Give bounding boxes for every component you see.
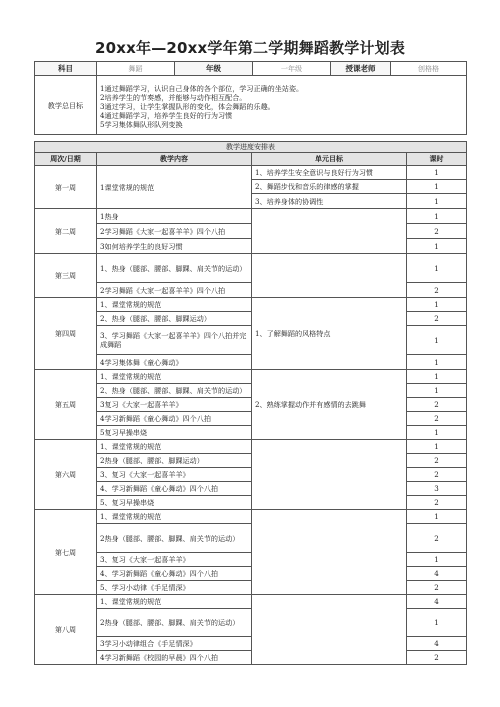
lesson-hours: 1 [407,239,467,254]
unit-goal [252,510,407,595]
lesson-hours: 2 [407,412,467,426]
grade-value: 一年级 [253,62,331,76]
lesson-hours: 1 [407,194,467,209]
week-cell: 第二周 [35,209,97,254]
week-cell: 第一周 [35,166,97,209]
table-row [35,209,467,224]
lesson-hours: 4 [407,595,467,609]
lesson-hours: 1 [407,355,467,370]
lesson-content: 4学习新舞蹈《童心舞动》四个八拍 [97,412,252,426]
unit-goal: 2、舞蹈步伐和音乐的律感的掌握 [252,180,407,194]
table-row [35,166,467,180]
goal-item: 1通过舞蹈学习，认识自己身体的各个部位，学习正确的坐站姿。 [100,83,304,93]
lesson-content: 5、复习早操串烧 [97,496,252,510]
lesson-hours: 4 [407,637,467,651]
lesson-hours: 1 [407,510,467,524]
col-unit: 单元目标 [252,153,407,166]
lesson-hours: 2 [407,468,467,482]
lesson-content: 3如何培养学生的良好习惯 [97,239,252,254]
table-row [35,298,467,312]
lesson-hours: 1 [407,426,467,440]
unit-goal [252,209,407,254]
lesson-hours: 1 [407,326,467,355]
lesson-content: 3、复习《大家一起喜羊羊》 [97,468,252,482]
lesson-content: 1、课堂常规的规范 [97,370,252,384]
lesson-content: 5复习早操串烧 [97,426,252,440]
schedule-table [34,141,467,665]
lesson-content: 1课堂常规的规范 [97,166,252,209]
lesson-content: 1、课堂常规的规范 [97,298,252,312]
week-cell: 第八周 [35,595,97,665]
goal-item: 5学习集体舞队形队列变换 [100,119,183,129]
lesson-content: 5、学习小动律《手足情深》 [97,581,252,595]
table-row [35,254,467,283]
lesson-content: 2热身（腿部、腰部、脚踝、肩关节的运动） [97,609,252,637]
goal-item: 3通过学习，让学生掌握队形的变化，体会舞蹈的乐趣。 [100,101,275,111]
lesson-hours: 1 [407,298,467,312]
lesson-hours: 2 [407,496,467,510]
lesson-hours: 2 [407,312,467,326]
lesson-content: 2学习舞蹈《大家一起喜羊羊》四个八拍 [97,224,252,239]
lesson-content: 2、热身（腿部、腰部、脚踝运动） [97,312,252,326]
lesson-hours: 1 [407,553,467,567]
lesson-hours: 4 [407,567,467,581]
lesson-hours: 2 [407,224,467,239]
lesson-hours: 2 [407,651,467,665]
goals-label: 教学总目标 [35,76,97,135]
lesson-content: 4学习新舞蹈《校园的早晨》四个八拍 [97,651,252,665]
subject-value: 舞蹈 [97,62,175,76]
lesson-hours: 2 [407,398,467,412]
lesson-hours: 1 [407,384,467,398]
lesson-content: 2、热身（腿部、腰部、脚踝、肩关节的运动） [97,384,252,398]
lesson-hours: 1 [407,609,467,637]
page-title: 20xx年—20xx学年第二学期舞蹈教学计划表 [94,39,406,57]
lesson-content: 2学习舞蹈《大家一起喜羊羊》四个八拍 [97,283,252,298]
lesson-content: 2热身（腿部、腰部、脚踝、肩关节的运动） [97,524,252,553]
teacher-label: 授课老师 [331,62,391,76]
lesson-hours: 1 [407,440,467,454]
lesson-hours: 1 [407,166,467,180]
goal-item: 4通过舞蹈学习，培养学生良好的行为习惯 [100,110,233,120]
week-cell: 第三周 [35,254,97,298]
table-row [35,510,467,524]
lesson-hours: 1 [407,180,467,194]
lesson-hours: 2 [407,581,467,595]
col-week: 周次/日期 [35,153,97,166]
unit-goal: 3、培养身体的协调性 [252,194,407,209]
lesson-hours: 2 [407,524,467,553]
unit-goal: 1、了解舞蹈的风格特点 [252,298,407,370]
col-content: 教学内容 [97,153,252,166]
lesson-content: 1、课堂常规的规范 [97,440,252,454]
lesson-content: 1、课堂常规的规范 [97,510,252,524]
lesson-hours: 2 [407,454,467,468]
unit-goal [252,440,407,510]
lesson-content: 2热身（腿部、腰部、脚踝运动） [97,454,252,468]
info-table [34,61,467,135]
lesson-hours: 1 [407,370,467,384]
table-row [35,370,467,384]
lesson-content: 3学习小动律组合《手足情深》 [97,637,252,651]
table-row [35,595,467,609]
lesson-content: 3复习《大家一起喜羊羊》 [97,398,252,412]
lesson-hours: 3 [407,482,467,496]
week-cell: 第六周 [35,440,97,510]
lesson-content: 3、复习《大家一起喜羊羊》 [97,553,252,567]
week-cell: 第七周 [35,510,97,595]
unit-goal [252,254,407,298]
lesson-content: 1、热身（腿部、腰部、脚踝、肩关节的运动） [97,254,252,283]
lesson-content: 4学习集体舞《童心舞动》 [97,355,252,370]
teacher-value: 创格格 [391,62,467,76]
lesson-content: 3、学习舞蹈《大家一起喜羊羊》四个八拍并完成舞蹈 [97,326,252,355]
unit-goal: 1、培养学生安全意识与良好行为习惯 [252,166,407,180]
week-cell: 第五周 [35,370,97,440]
week-cell: 第四周 [35,298,97,370]
lesson-content: 4、学习新舞蹈《童心舞动》四个八拍 [97,482,252,496]
col-hours: 课时 [407,153,467,166]
unit-goal [252,595,407,665]
lesson-hours: 1 [407,209,467,224]
goals-list [97,76,467,135]
lesson-hours: 1 [407,254,467,283]
lesson-content: 1热身 [97,209,252,224]
goal-item: 2培养学生的节奏感，并能够与动作相互配合。 [100,92,247,102]
lesson-content: 1、课堂常规的规范 [97,595,252,609]
schedule-title: 教学进度安排表 [35,142,467,153]
table-row [35,440,467,454]
unit-goal: 2、熟练掌握动作并有感情的去跳舞 [252,370,407,440]
lesson-content: 4、学习新舞蹈《童心舞动》四个八拍 [97,567,252,581]
grade-label: 年级 [175,62,253,76]
lesson-hours: 2 [407,283,467,298]
subject-label: 科目 [35,62,97,76]
